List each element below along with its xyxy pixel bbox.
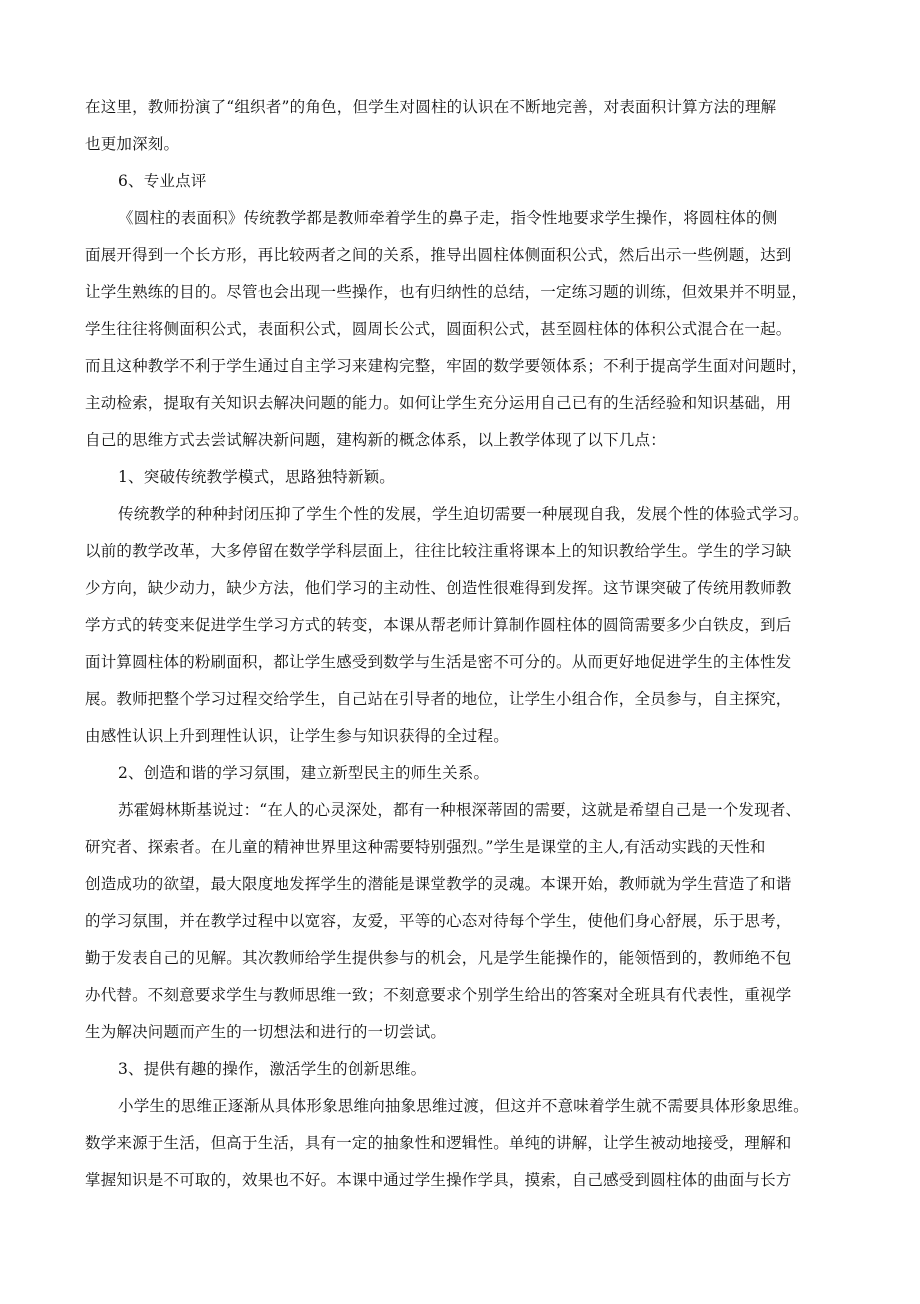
- subheading: 1、突破传统教学模式，思路独特新颖。: [118, 468, 395, 486]
- paragraph-line: 办代替。不刻意要求学生与教师思维一致；不刻意要求个别学生给出的答案对全班具有代表性，重视学: [85, 986, 792, 1004]
- subheading: 3、提供有趣的操作，激活学生的创新思维。: [118, 1060, 427, 1078]
- paragraph-line: 研究者、探索者。在儿童的精神世界里这种需要特别强烈。”学生是课堂的主人,有活动实践的天性和: [85, 838, 766, 856]
- paragraph-line: 学方式的转变来促进学生学习方式的转变，本课从帮老师计算制作圆柱体的圆筒需要多少白铁皮，到后: [85, 616, 792, 634]
- paragraph-line: 也更加深刻。: [85, 135, 180, 153]
- paragraph-line: 苏霍姆林斯基说过：“在人的心灵深处，都有一种根深蒂固的需要，这就是希望自己是一个发现者、: [118, 801, 802, 819]
- paragraph-line: 以前的教学改革，大多停留在数学学科层面上，往往比较注重将课本上的知识教给学生。学生的学习缺: [85, 542, 792, 560]
- paragraph-line: 的学习氛围，并在教学过程中以宽容，友爱，平等的心态对待每个学生，使他们身心舒展，乐于思考，: [85, 912, 792, 930]
- paragraph-line: 创造成功的欲望，最大限度地发挥学生的潜能是课堂教学的灵魂。本课开始，教师就为学生营造了和谐: [85, 875, 792, 893]
- paragraph-line: 而且这种教学不利于学生通过自主学习来建构完整，牢固的数学要领体系；不利于提高学生面对问题时，: [85, 357, 808, 375]
- paragraph-line: 传统教学的种种封闭压抑了学生个性的发展，学生迫切需要一种展现自我，发展个性的体验式学习。: [118, 505, 809, 523]
- paragraph-line: 数学来源于生活，但高于生活，具有一定的抽象性和逻辑性。单纯的讲解，让学生被动地接受，理解和: [85, 1134, 792, 1152]
- paragraph-line: 主动检索，提取有关知识去解决问题的能力。如何让学生充分运用自己已有的生活经验和知识基础，用: [85, 394, 792, 412]
- paragraph-line: 在这里，教师扮演了“组织者”的角色，但学生对圆柱的认识在不断地完善，对表面积计算方法的理解: [85, 98, 777, 116]
- paragraph-line: 学生往往将侧面积公式，表面积公式，圆周长公式，圆面积公式，甚至圆柱体的体积公式混合在一起。: [85, 320, 792, 338]
- paragraph-line: 勤于发表自己的见解。其次教师给学生提供参与的机会，凡是学生能操作的，能领悟到的，教师绝不包: [85, 949, 792, 967]
- paragraph-line: 掌握知识是不可取的，效果也不好。本课中通过学生操作学具，摸索，自己感受到圆柱体的曲面与长方: [85, 1171, 792, 1189]
- paragraph-line: 《圆柱的表面积》传统教学都是教师牵着学生的鼻子走，指令性地要求学生操作，将圆柱体的侧: [118, 209, 778, 227]
- paragraph-line: 少方向，缺少动力，缺少方法，他们学习的主动性、创造性很难得到发挥。这节课突破了传统用教师教: [85, 579, 792, 597]
- paragraph-line: 展。教师把整个学习过程交给学生，自己站在引导者的地位，让学生小组合作，全员参与，自主探究，: [85, 690, 792, 708]
- paragraph-line: 面计算圆柱体的粉刷面积，都让学生感受到数学与生活是密不可分的。从而更好地促进学生的主体性发: [85, 653, 792, 671]
- paragraph-line: 由感性认识上升到理性认识，让学生参与知识获得的全过程。: [85, 727, 509, 745]
- paragraph-line: 小学生的思维正逐渐从具体形象思维向抽象思维过渡，但这并不意味着学生就不需要具体形象思维。: [118, 1097, 809, 1115]
- paragraph-line: 生为解决问题而产生的一切想法和进行的一切尝试。: [85, 1023, 447, 1041]
- section-heading: 6、专业点评: [118, 172, 207, 190]
- paragraph-line: 让学生熟练的目的。尽管也会出现一些操作，也有归纳性的总结，一定练习题的训练，但效果并不明显，: [85, 283, 808, 301]
- paragraph-line: 面展开得到一个长方形，再比较两者之间的关系，推导出圆柱体侧面积公式，然后出示一些例题，达到: [85, 246, 792, 264]
- paragraph-line: 自己的思维方式去尝试解决新问题，建构新的概念体系，以上教学体现了以下几点：: [85, 431, 666, 449]
- subheading: 2、创造和谐的学习氛围，建立新型民主的师生关系。: [118, 764, 490, 782]
